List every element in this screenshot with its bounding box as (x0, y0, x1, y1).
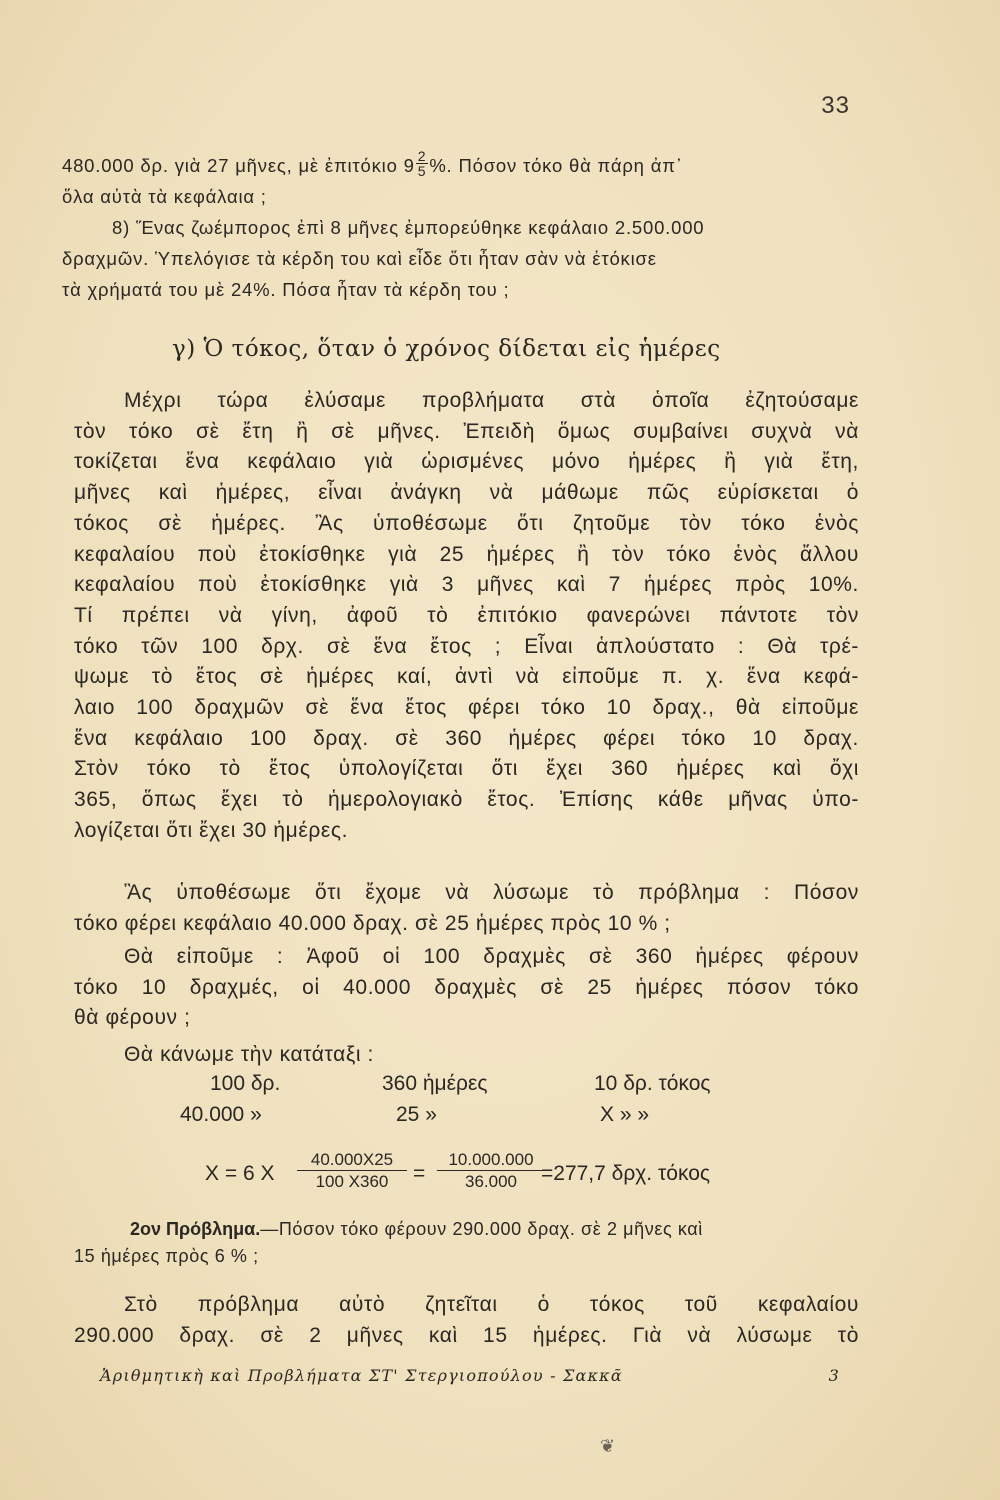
top-exercises (62, 150, 852, 305)
text-line: Στὸ πρόβλημα αὐτὸ ζητεῖται ὁ τόκος τοῦ κεφαλαίου (124, 1293, 859, 1316)
signature-number: 3 (828, 1366, 840, 1385)
arrangement-cell: 10 δρ. τόκος (594, 1072, 711, 1095)
problem-title: 2ον Πρόβλημα. (130, 1219, 261, 1239)
page-footer (100, 1366, 860, 1385)
text-line: 290.000 δραχ. σὲ 2 μῆνες καὶ 15 ἡμέρες. Γιὰ νὰ λύσωμε τὸ (74, 1323, 859, 1347)
arrangement-cell: Χ » » (600, 1103, 650, 1126)
text-line: τόκο 10 δραχμές, οἱ 40.000 δραχμὲς σὲ 25 ἡμέρες πόσον τόκο (74, 975, 859, 999)
paragraph-4 (74, 1290, 859, 1351)
text-line: μῆνες καὶ ἡμέρες, εἶναι ἀνάγκη νὰ μάθωμε πῶς εὑρίσκεται ὁ (74, 481, 859, 505)
exercise-line: δραχμῶν. Ὑπελόγισε τὰ κέρδη του καὶ εἶδε ὅτι ἦταν σὰν νὰ ἐτόκισε (62, 248, 657, 269)
exercise-line: ὅλα αὐτὰ τὰ κεφάλαια ; (62, 186, 267, 207)
arrangement-cell: 100 δρ. (210, 1072, 281, 1095)
exercise-line: 480.000 δρ. γιὰ 27 μῆνες, μὲ ἐπιτόκιο 9 $\frac{2}{5}$ %. Πόσον τόκο θὰ πάρη ἀπ᾿ (62, 150, 683, 179)
text-line: Θὰ εἰποῦμε : Ἀφοῦ οἱ 100 δραχμὲς σὲ 360 ἡμέρες φέρουν (124, 945, 859, 968)
formula (205, 1150, 805, 1200)
paragraph-2 (74, 878, 859, 939)
arrangement-cell: 25 » (396, 1103, 437, 1126)
text-line: τοκίζεται ἕνα κεφάλαιο γιὰ ὡρισμένες μόνο ἡμέρες ἢ γιὰ ἔτη, (74, 450, 859, 474)
section-heading: γ) Ὁ τόκος, ὅταν ὁ χρόνος δίδεται εἰς ἡμέρες (172, 336, 721, 362)
exercise-line: τὰ χρήματά του μὲ 24%. Πόσα ἦταν τὰ κέρδη του ; (62, 279, 510, 300)
formula-result: =277,7 δρχ. τόκος (541, 1162, 710, 1185)
text-line: Τί πρέπει νὰ γίνη, ἀφοῦ τὸ ἐπιτόκιο φανερώνει πάντοτε τὸν (74, 603, 859, 627)
text-line: λαιο 100 δραχμῶν σὲ ἕνα ἔτος φέρει τόκο 10 δραχ., θὰ εἰποῦμε (74, 696, 859, 720)
text-line: λογίζεται ὅτι ἔχει 30 ἡμέρες. (74, 818, 349, 842)
fraction-2: 10.000.000 36.000 (437, 1150, 545, 1193)
text-line: τόκος σὲ ἡμέρες. Ἂς ὑποθέσωμε ὅτι ζητοῦμε τὸν τόκο ἑνὸς (74, 511, 859, 535)
equals-sign: = (413, 1162, 426, 1185)
print-mark: ❦ (600, 1436, 616, 1456)
exercise-line: 8) Ἕνας ζωέμπορος ἐπὶ 8 μῆνες ἐμπορεύθηκε κεφάλαιο 2.500.000 (112, 217, 705, 238)
footer-title: Ἀριθμητικὴ καὶ Προβλήματα ΣΤ' Στεργιοπούλου - Σακκᾶ (100, 1366, 623, 1385)
page-number: 33 (821, 92, 850, 119)
fraction: $\frac{2}{5}$ (417, 150, 427, 179)
arrangement-intro: Θὰ κάνωμε τὴν κατάταξι : (124, 1043, 374, 1066)
fraction-1: 40.000Χ25 100 Χ360 (297, 1150, 407, 1193)
paragraph-3 (74, 942, 859, 1034)
text-line: Στὸν τόκο τὸ ἔτος ὑπολογίζεται ὅτι ἔχει 360 ἡμέρες καὶ ὄχι (74, 757, 859, 781)
text-line: θὰ φέρουν ; (74, 1006, 191, 1030)
text-line: ψωμε τὸ ἔτος σὲ ἡμέρες καί, ἀντὶ νὰ εἰποῦμε π. χ. ἕνα κεφά- (74, 665, 859, 689)
arrangement-cell: 360 ἡμέρες (382, 1072, 488, 1095)
text-line: ἕνα κεφάλαιο 100 δραχ. σὲ 360 ἡμέρες φέρει τόκο 10 δραχ. (74, 726, 859, 750)
text-line: τόκο τῶν 100 δρχ. σὲ ἕνα ἔτος ; Εἶναι ἁπλούστατο : Θὰ τρέ- (74, 634, 859, 658)
text-line: Μέχρι τώρα ἐλύσαμε προβλήματα στὰ ὁποῖα ἐζητούσαμε (124, 389, 859, 412)
problem-2: 2ον Πρόβλημα.—Πόσον τόκο φέρουν 290.000 δραχ. σὲ 2 μῆνες καὶ 15 ἡμέρες πρὸς 6 % ; (74, 1219, 703, 1266)
arrangement-cell: 40.000 » (180, 1103, 262, 1126)
formula-lhs: Χ = 6 Χ (205, 1162, 275, 1185)
text-line: Ἂς ὑποθέσωμε ὅτι ἔχομε νὰ λύσωμε τὸ πρόβλημα : Πόσον (124, 881, 859, 904)
text-line: κεφαλαίου ποὺ ἐτοκίσθηκε γιὰ 25 ἡμέρες ἢ τὸν τόκο ἑνὸς ἄλλου (74, 542, 859, 566)
text-line: τὸν τόκο σὲ ἔτη ἢ σὲ μῆνες. Ἐπειδὴ ὅμως συμβαίνει συχνὰ νὰ (74, 419, 859, 443)
text-line: 365, ὅπως ἔχει τὸ ἡμερολογιακὸ ἔτος. Ἐπίσης κάθε μῆνας ὑπο- (74, 788, 859, 812)
text-line: κεφαλαίου ποὺ ἐτοκίσθηκε γιὰ 3 μῆνες καὶ 7 ἡμέρες πρὸς 10%. (74, 573, 859, 597)
text-line: τόκο φέρει κεφάλαιο 40.000 δραχ. σὲ 25 ἡμέρες πρὸς 10 % ; (74, 911, 671, 935)
paragraph-1 (74, 386, 859, 847)
